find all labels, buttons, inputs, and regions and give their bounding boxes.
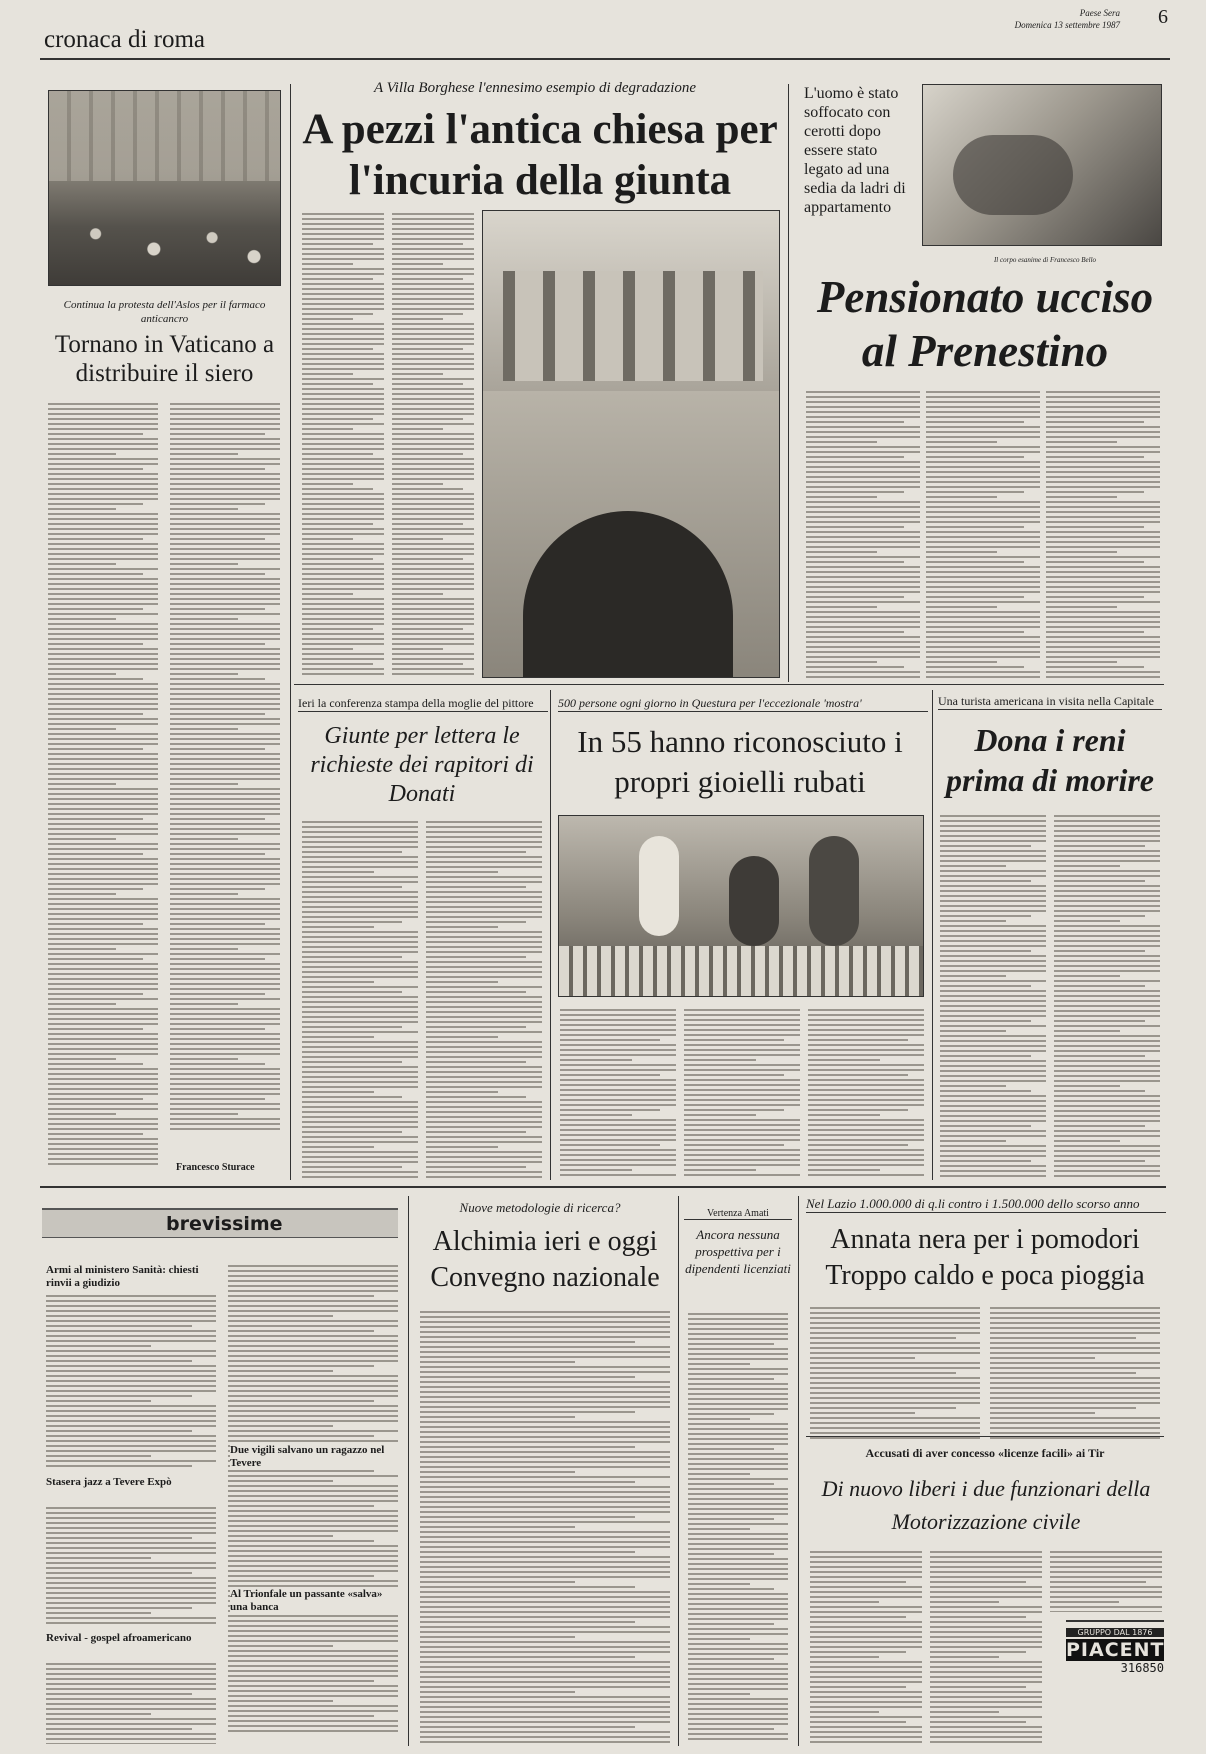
col-divider-7 — [798, 1196, 799, 1746]
crowd-photo — [48, 90, 281, 286]
masthead-rule — [40, 58, 1170, 60]
motorizzazione-body-col3 — [1050, 1548, 1162, 1612]
ad-phone: 316850 — [1120, 1661, 1164, 1675]
crime-scene-photo — [922, 84, 1162, 246]
pomodori-headline: Annata nera per i pomodori Troppo caldo e poca pioggia — [825, 1224, 1145, 1291]
brevissime-item-3: Revival - gospel afroamericano — [46, 1632, 192, 1644]
vatican-body-col1 — [48, 400, 158, 1170]
brevissime-body-3 — [46, 1660, 216, 1744]
reni-body-col1 — [940, 812, 1046, 1180]
reni-headline: Dona i reni prima di morire — [945, 722, 1154, 798]
section-title: cronaca di roma — [44, 26, 206, 53]
row-divider-2 — [40, 1186, 1166, 1188]
vertenza-kicker: Vertenza Amati — [684, 1208, 792, 1220]
vertenza-headline: Ancora nessuna prospettiva per i dipendenti licenziati — [685, 1227, 791, 1276]
pensionato-summary: L'uomo è stato soffocato con cerotti dopo essere stato legato ad una sedia da ladri di appartamento — [804, 85, 906, 216]
brevissime-body-2 — [46, 1504, 216, 1624]
pomodori-kicker: Nel Lazio 1.000.000 di q.li contro i 1.500.000 dello scorso anno — [806, 1196, 1166, 1213]
chiesa-body-col2 — [392, 210, 474, 678]
brevissime-item-4: Due vigili salvano un ragazzo nel Tevere — [230, 1444, 398, 1470]
brevissime-item-1: Armi al ministero Sanità: chiesti rinvii a giudizio — [46, 1264, 199, 1289]
vatican-byline: Francesco Sturace — [176, 1162, 255, 1173]
motorizzazione-kicker: Accusati di aver concesso «licenze facili» ai Tir — [865, 1446, 1105, 1460]
motorizzazione-body-col2 — [930, 1548, 1042, 1744]
reni-body-col2 — [1054, 812, 1160, 1180]
row-divider-1 — [294, 684, 1164, 685]
gioielli-body-col3 — [808, 1006, 924, 1180]
donati-body-col2 — [426, 818, 542, 1180]
pensionato-body-col2 — [926, 388, 1040, 678]
col-divider-3 — [550, 690, 551, 1180]
donati-headline: Giunte per lettera le richieste dei rapitori di Donati — [310, 723, 534, 807]
church-photo — [482, 210, 780, 678]
col-divider-6 — [678, 1196, 679, 1746]
pomodori-body-col2 — [990, 1304, 1160, 1440]
donati-kicker: Ieri la conferenza stampa della moglie del pittore — [298, 696, 548, 712]
col-divider-5 — [408, 1196, 409, 1746]
jewels-photo — [558, 815, 924, 997]
gioielli-headline: In 55 hanno riconosciuto i propri gioielli rubati — [577, 724, 903, 799]
gioielli-body-col1 — [560, 1006, 676, 1180]
chiesa-headline: A pezzi l'antica chiesa per l'incuria della giunta — [302, 106, 778, 204]
gioielli-kicker: 500 persone ogni giorno in Questura per l'eccezionale 'mostra' — [558, 696, 928, 712]
chiesa-body-col1 — [302, 210, 384, 678]
ad-top: GRUPPO DAL 1876 — [1066, 1628, 1164, 1637]
brevissime-item-5: Al Trionfale un passante «salva» una banca — [230, 1588, 398, 1614]
pensionato-body-col1 — [806, 388, 920, 678]
gioielli-body-col2 — [684, 1006, 800, 1180]
issue-date: Domenica 13 settembre 1987 — [1014, 20, 1120, 30]
brevissime-item-2: Stasera jazz a Tevere Expò — [46, 1476, 172, 1488]
pensionato-body-col3 — [1046, 388, 1160, 678]
col-divider-2 — [788, 84, 789, 682]
pensionato-photo-caption: Il corpo esanime di Francesco Bello — [993, 256, 1097, 264]
vatican-caption: Continua la protesta dell'Aslos per il farmaco anticancro — [63, 299, 266, 326]
pomodori-body-col1 — [810, 1304, 980, 1440]
vatican-body-col2 — [170, 400, 280, 1150]
alchimia-kicker: Nuove metodologie di ricerca? — [459, 1200, 621, 1215]
motorizzazione-headline: Di nuovo liberi i due funzionari della Motorizzazione civile — [821, 1476, 1151, 1534]
alchimia-headline: Alchimia ieri e oggi Convegno nazionale — [430, 1226, 660, 1293]
pensionato-headline: Pensionato ucciso al Prenestino — [816, 272, 1154, 376]
alchimia-body — [420, 1308, 670, 1744]
brevissime-label: brevissime — [166, 1213, 283, 1235]
vatican-headline: Tornano in Vaticano a distribuire il siero — [54, 331, 275, 387]
col-divider-4 — [932, 690, 933, 1180]
chiesa-kicker: A Villa Borghese l'ennesimo esempio di degradazione — [373, 80, 697, 96]
motorizzazione-body-col1 — [810, 1548, 922, 1744]
page-number: 6 — [1158, 6, 1168, 28]
brevissime-body-1 — [46, 1292, 216, 1472]
donati-body-col1 — [302, 818, 418, 1180]
row-divider-3 — [806, 1436, 1164, 1437]
reni-kicker: Una turista americana in visita nella Capitale — [938, 694, 1162, 710]
vertenza-body — [688, 1310, 788, 1744]
ad-piacenti — [1066, 1620, 1173, 1746]
brevissime-body-col2 — [228, 1262, 398, 1732]
ad-brand: PIACENTI — [1066, 1639, 1173, 1661]
col-divider-1 — [290, 84, 291, 1180]
paper-name: Paese Sera — [1079, 8, 1120, 18]
brevissime-bar — [42, 1208, 398, 1238]
